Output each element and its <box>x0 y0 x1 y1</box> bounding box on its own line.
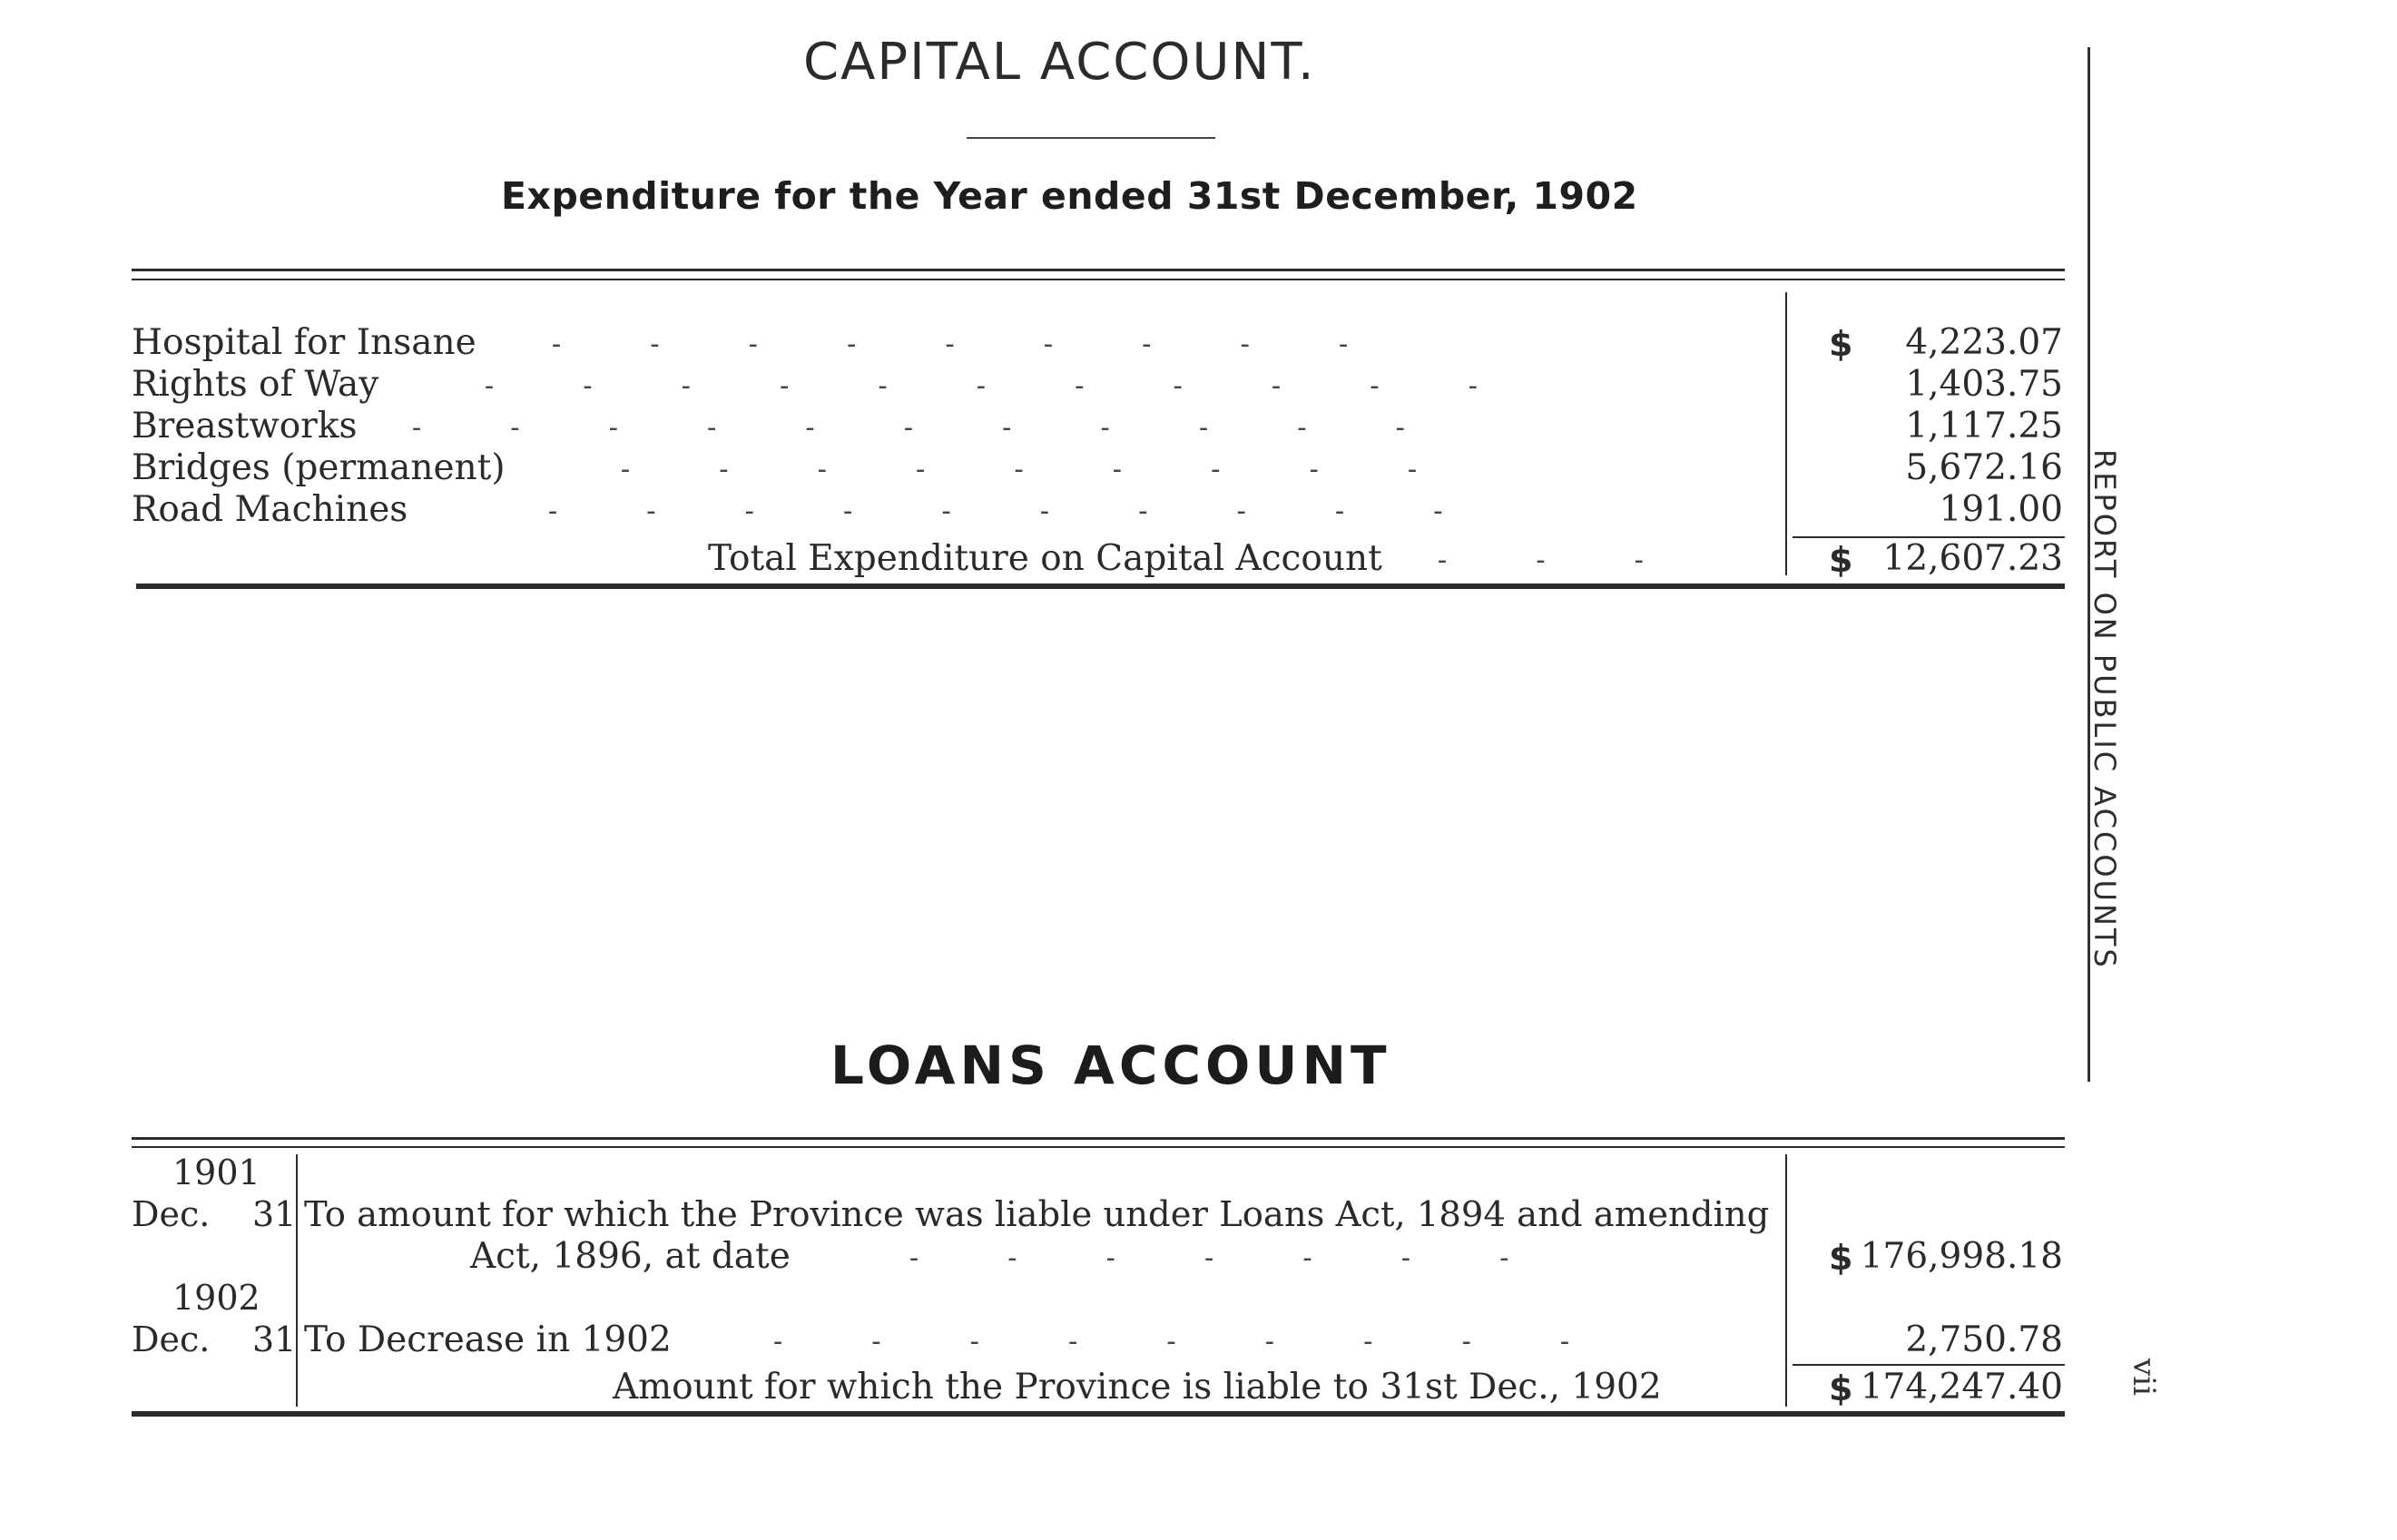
entry-year: 1902 <box>172 1278 260 1318</box>
loans-account-title: LOANS ACCOUNT <box>830 1035 1391 1096</box>
entry-description: To Decrease in 1902 <box>304 1319 672 1360</box>
currency-sign: $ <box>1829 1238 1853 1278</box>
loans-top-rule <box>132 1137 2065 1140</box>
capital-total-amount: 12,607.23 <box>1882 538 2063 579</box>
loans-total-label: Amount for which the Province is liable to 31st Dec., 1902 <box>613 1367 1662 1408</box>
capital-row-label: Breastworks <box>132 406 358 446</box>
capital-row-label: Hospital for Insane <box>132 322 476 363</box>
dot-leaders: - - - - - - - - - <box>617 454 1421 486</box>
capital-row-amount: 5,672.16 <box>1905 447 2063 488</box>
entry-description-continued: Act, 1896, at date <box>470 1236 791 1277</box>
capital-account-subtitle: Expenditure for the Year ended 31st December, 1902 <box>501 174 1638 218</box>
dot-leaders: - - - - - - - - - <box>548 329 1352 360</box>
currency-sign: $ <box>1829 540 1853 580</box>
entry-year: 1901 <box>172 1153 260 1192</box>
capital-row-amount: 1,403.75 <box>1905 364 2063 405</box>
capital-row-label: Rights of Way <box>132 364 379 405</box>
capital-top-rule <box>132 269 2065 271</box>
entry-day: 31 <box>252 1319 297 1359</box>
dot-leaders: - - - - - - - - - - <box>545 495 1447 527</box>
running-header: REPORT ON PUBLIC ACCOUNTS <box>2088 449 2122 970</box>
dot-leaders: - - - - - - - - - <box>770 1326 1574 1358</box>
capital-bottom-rule <box>136 584 2065 589</box>
dot-leaders: - - - - - - - - - - - <box>408 412 1409 444</box>
capital-account-title: CAPITAL ACCOUNT. <box>803 33 1316 92</box>
capital-amount-column-divider <box>1785 292 1787 575</box>
currency-sign: $ <box>1829 1368 1853 1408</box>
loans-bottom-rule <box>132 1411 2065 1417</box>
entry-amount: 2,750.78 <box>1905 1319 2063 1360</box>
entry-amount: 176,998.18 <box>1860 1236 2063 1277</box>
title-divider <box>967 137 1215 139</box>
capital-top-rule-inner <box>132 279 2065 280</box>
page-number: vii <box>2126 1359 2162 1396</box>
loans-amount-column-divider <box>1785 1154 1787 1407</box>
capital-row-amount: 191.00 <box>1939 489 2063 530</box>
capital-row-label: Road Machines <box>132 489 408 530</box>
entry-month: Dec. <box>132 1319 211 1359</box>
capital-row-label: Bridges (permanent) <box>132 447 506 488</box>
dot-leaders: - - - - - - - - - - - <box>481 370 1481 402</box>
loans-date-column-divider <box>296 1154 298 1407</box>
dot-leaders: - - - - - - - <box>906 1242 1513 1274</box>
entry-day: 31 <box>252 1194 297 1234</box>
entry-description: To amount for which the Province was liable under Loans Act, 1894 and amending <box>304 1194 1770 1235</box>
entry-month: Dec. <box>132 1194 211 1234</box>
loans-top-rule-inner <box>132 1146 2065 1148</box>
dot-leaders: - - - <box>1434 544 1647 576</box>
subtotal-rule <box>1793 1364 2065 1366</box>
capital-row-amount: 4,223.07 <box>1905 322 2063 363</box>
loans-total-amount: 174,247.40 <box>1860 1367 2063 1408</box>
currency-sign: $ <box>1829 324 1853 364</box>
capital-row-amount: 1,117.25 <box>1905 406 2063 446</box>
capital-total-label: Total Expenditure on Capital Account <box>708 538 1382 579</box>
